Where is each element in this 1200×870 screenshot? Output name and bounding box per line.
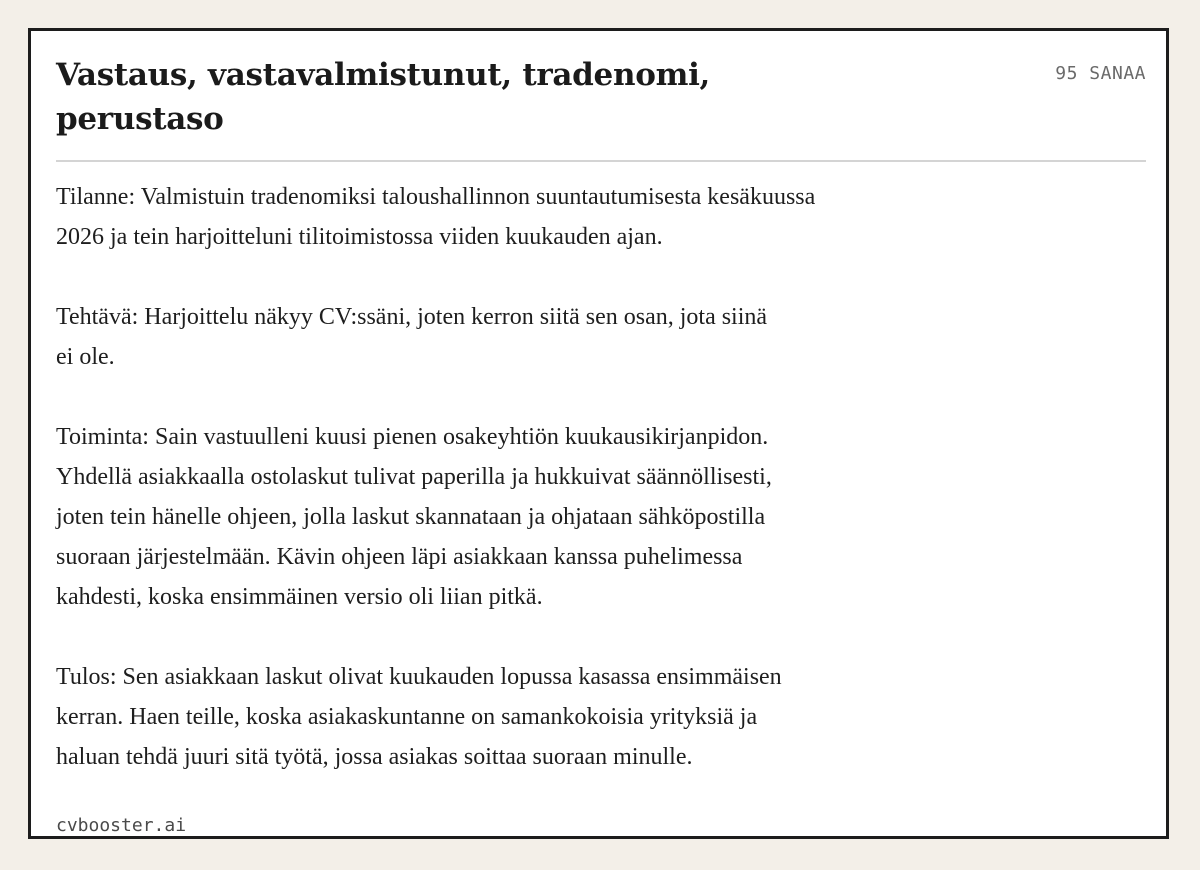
header-divider [56, 160, 1146, 162]
paragraph-result: Tulos: Sen asiakkaan laskut olivat kuukauden lopussa kasassa ensimmäisen kerran. Haen teille, koska asiakaskuntanne on samankokoisia yrityksiä ja haluan tehdä juuri sitä työtä, jossa asiakas soittaa suoraan minulle. [56, 664, 782, 770]
word-count-badge: 95 SANAA [1055, 63, 1146, 84]
card-title: Vastaus, vastavalmistunut, tradenomi, perustaso [56, 57, 711, 137]
footer-brand: cvbooster.ai [56, 815, 187, 836]
answer-card [28, 28, 1169, 839]
card-header [56, 53, 1146, 141]
paragraph-situation: Tilanne: Valmistuin tradenomiksi taloushallinnon suuntautumisesta kesäkuussa 2026 ja tein harjoitteluni tilitoimistossa viiden kuukauden ajan. [56, 184, 816, 250]
paragraph-task: Tehtävä: Harjoittelu näkyy CV:ssäni, joten kerron siitä sen osan, jota siinä ei ole. [56, 304, 768, 370]
answer-body [56, 177, 1046, 777]
paragraph-action: Toiminta: Sain vastuulleni kuusi pienen osakeyhtiön kuukausikirjanpidon. Yhdellä asiakkaalla ostolaskut tulivat paperilla ja hukkuivat säännöllisesti, joten tein hänelle ohjeen, jolla laskut skannataan ja ohjataan sähköpostilla suoraan järjestelmään. Kävin ohjeen läpi asiakkaan kanssa puhelimessa kahdesti, koska ensimmäinen versio oli liian pitkä. [56, 424, 772, 610]
